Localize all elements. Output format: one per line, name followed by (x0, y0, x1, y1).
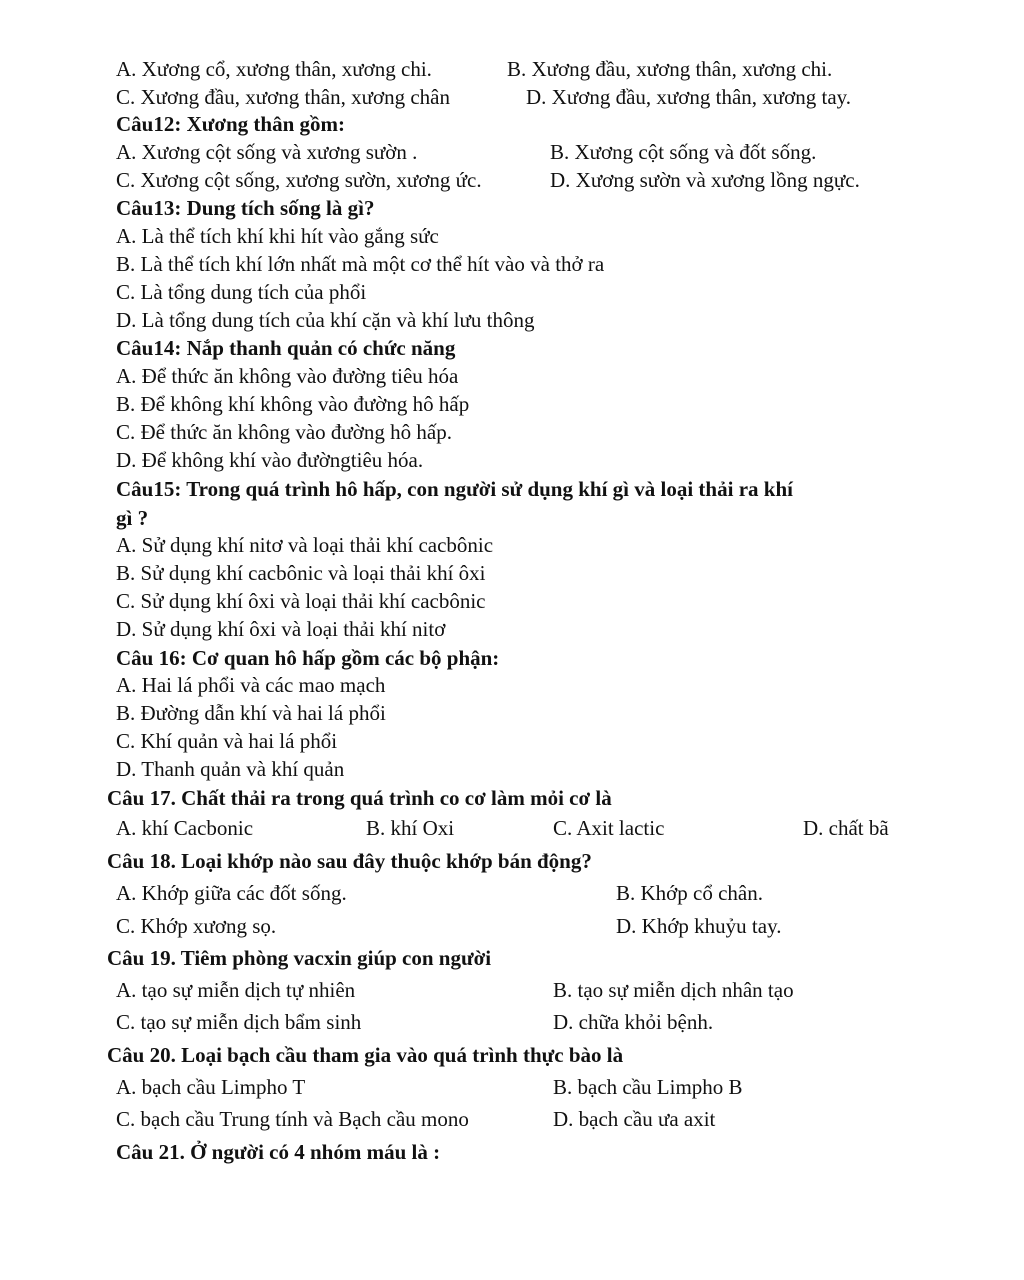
q13-option-c: C. Là tổng dung tích của phổi (116, 280, 367, 304)
q17-option-d: D. chất bã (803, 816, 889, 840)
q18-option-d: D. Khớp khuỷu tay. (616, 914, 782, 938)
q15-title-line1: Câu15: Trong quá trình hô hấp, con người sử dụng khí gì và loại thải ra khí (116, 477, 793, 501)
q12-title: Câu12: Xương thân gồm: (116, 112, 346, 136)
q16-option-d: D. Thanh quản và khí quản (116, 757, 345, 781)
q12-option-d: D. Xương sườn và xương lồng ngực. (550, 168, 860, 192)
q15-option-c: C. Sử dụng khí ôxi và loại thải khí cacbônic (116, 589, 486, 613)
q20-option-a: A. bạch cầu Limpho T (116, 1075, 306, 1099)
q12-option-a: A. Xương cột sống và xương sườn . (116, 140, 418, 164)
q18-option-c: C. Khớp xương sọ. (116, 914, 277, 938)
q15-option-b: B. Sử dụng khí cacbônic và loại thải khí ôxi (116, 561, 486, 585)
q20-title: Câu 20. Loại bạch cầu tham gia vào quá trình thực bào là (107, 1043, 624, 1067)
q18-option-b: B. Khớp cổ chân. (616, 881, 763, 905)
q15-option-a: A. Sử dụng khí nitơ và loại thải khí cacbônic (116, 533, 494, 557)
q15-option-d: D. Sử dụng khí ôxi và loại thải khí nitơ (116, 617, 446, 641)
q17-option-b: B. khí Oxi (366, 816, 455, 840)
q19-title: Câu 19. Tiêm phòng vacxin giúp con người (107, 946, 492, 970)
q13-option-b: B. Là thể tích khí lớn nhất mà một cơ thể hít vào và thở ra (116, 252, 605, 276)
q20-option-b: B. bạch cầu Limpho B (553, 1075, 743, 1099)
q18-title: Câu 18. Loại khớp nào sau đây thuộc khớp bán động? (107, 849, 592, 873)
q19-option-d: D. chữa khỏi bệnh. (553, 1010, 714, 1034)
q14-option-d: D. Để không khí vào đườngtiêu hóa. (116, 448, 424, 472)
q16-option-c: C. Khí quản và hai lá phổi (116, 729, 338, 753)
q12-option-c: C. Xương cột sống, xương sườn, xương ức. (116, 168, 482, 192)
q16-option-a: A. Hai lá phổi và các mao mạch (116, 673, 386, 697)
q16-option-b: B. Đường dẫn khí và hai lá phổi (116, 701, 386, 725)
q14-title: Câu14: Nắp thanh quản có chức năng (116, 336, 456, 360)
q21-title: Câu 21. Ở người có 4 nhóm máu là : (116, 1140, 441, 1164)
q20-option-c: C. bạch cầu Trung tính và Bạch cầu mono (116, 1107, 469, 1131)
q11-option-c: C. Xương đầu, xương thân, xương chân (116, 85, 451, 109)
q17-option-a: A. khí Cacbonic (116, 816, 254, 840)
q14-option-b: B. Để không khí không vào đường hô hấp (116, 392, 470, 416)
q11-option-b: B. Xương đầu, xương thân, xương chi. (507, 57, 833, 81)
q14-option-a: A. Để thức ăn không vào đường tiêu hóa (116, 364, 459, 388)
q17-title: Câu 17. Chất thải ra trong quá trình co cơ làm mỏi cơ là (107, 786, 612, 810)
q18-option-a: A. Khớp giữa các đốt sống. (116, 881, 347, 905)
q11-option-a: A. Xương cổ, xương thân, xương chi. (116, 57, 432, 81)
q19-option-a: A. tạo sự miễn dịch tự nhiên (116, 978, 356, 1002)
q16-title: Câu 16: Cơ quan hô hấp gồm các bộ phận: (116, 646, 500, 670)
q15-title-line2: gì ? (116, 506, 149, 530)
q13-title: Câu13: Dung tích sống là gì? (116, 196, 375, 220)
q17-option-c: C. Axit lactic (553, 816, 665, 840)
q20-option-d: D. bạch cầu ưa axit (553, 1107, 716, 1131)
q13-option-d: D. Là tổng dung tích của khí cặn và khí lưu thông (116, 308, 535, 332)
q13-option-a: A. Là thể tích khí khi hít vào gắng sức (116, 224, 439, 248)
q19-option-b: B. tạo sự miễn dịch nhân tạo (553, 978, 794, 1002)
q12-option-b: B. Xương cột sống và đốt sống. (550, 140, 817, 164)
q19-option-c: C. tạo sự miễn dịch bẩm sinh (116, 1010, 362, 1034)
q11-option-d: D. Xương đầu, xương thân, xương tay. (526, 85, 852, 109)
q14-option-c: C. Để thức ăn không vào đường hô hấp. (116, 420, 452, 444)
